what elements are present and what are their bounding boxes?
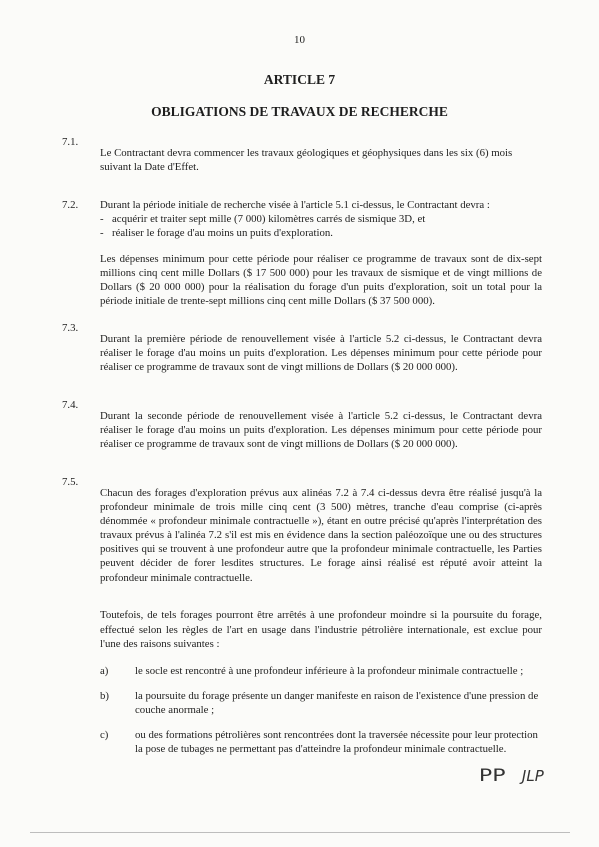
article-heading: ARTICLE 7 bbox=[263, 72, 336, 87]
article-body bbox=[62, 135, 542, 767]
clause-text: Durant la période initiale de recherche visée à l'article 5.1 ci-dessus, le Contractant devra : bbox=[100, 198, 490, 211]
initials-2: JLP bbox=[521, 767, 544, 785]
clause-7-5 bbox=[62, 475, 542, 595]
item-label: a) bbox=[100, 664, 109, 677]
clause-number: 7.3. bbox=[62, 322, 79, 335]
clause-7-3 bbox=[62, 321, 542, 385]
clause-number: 7.4. bbox=[62, 399, 79, 412]
dash-bullet: - bbox=[100, 212, 104, 225]
clause-7-4 bbox=[62, 398, 542, 462]
clause-7-2-paragraph: Les dépenses minimum pour cette période pour réaliser ce programme de travaux sont de dix-sept millions cinq cent mille Dollars ($ 17 500 000) pour les travaux de sismique et de vingt millions de Dollars ($ 20 000 000) pour la réalisation du forage d'un puits d'exploration, soit un total pour la période initiale de trente-sept millions cinq cent mille Dollars ($ 37 500 000). bbox=[100, 253, 542, 308]
clause-text: Durant la première période de renouvellement visée à l'article 5.2 ci-dessus, le Contractant devra réaliser le forage d'au moins un puits d'exploration. Les dépenses minimum pour cette période pour réaliser ce programme de travaux sont de vingt millions de Dollars ($ 20 000 000). bbox=[100, 333, 542, 374]
item-label: c) bbox=[100, 729, 109, 741]
clause-7-2 bbox=[62, 198, 542, 240]
condition-item-c bbox=[100, 728, 542, 756]
page-number: 10 bbox=[294, 34, 305, 46]
initials-1: PP bbox=[478, 766, 506, 786]
clause-text: Chacun des forages d'exploration prévus aux alinéas 7.2 à 7.4 ci-dessus devra être réalisé jusqu'à la profondeur minimale de trois mille cinq cent (3 500) mètres, tranche d'eau comprise (ci-après dénommée « profondeur minimale contractuelle »), étant en outre précisé qu'après l'interprétation des travaux prévus à l'alinéa 7.2 s'il est mis en évidence dans la section paléozoïque une ou des structures positives qui se trouvent à une profondeur autre que la profondeur minimale contractuelle, les Parties peuvent décider de forer lesdites structures. Le forage ainsi réalisé est réputé avoir atteint la profondeur minimale contractuelle. bbox=[100, 486, 542, 584]
handwritten-initials bbox=[478, 766, 544, 786]
item-label: b) bbox=[100, 689, 109, 702]
dash-bullet: - bbox=[100, 226, 104, 239]
item-text: ou des formations pétrolières sont rencontrées dont la traversée nécessite pour leur protection la pose de tubages ne permettant pas d'atteindre la profondeur minimale contractuelle. bbox=[135, 729, 538, 756]
clause-text: Durant la seconde période de renouvellement visée à l'article 5.2 ci-dessus, le Contractant devra réaliser le forage d'au moins un puits d'exploration. Les dépenses minimum pour cette période pour réaliser ce programme de travaux sont de vingt millions de Dollars ($ 20 000 000). bbox=[100, 410, 542, 451]
item-text: le socle est rencontré à une profondeur inférieure à la profondeur minimale contractuelle ; bbox=[135, 664, 524, 677]
clause-7-1 bbox=[62, 135, 542, 185]
clause-text: Le Contractant devra commencer les travaux géologiques et géophysiques dans les six (6) mois suivant la Date d'Effet. bbox=[100, 146, 513, 173]
condition-item-b bbox=[100, 689, 542, 717]
clause-7-5-paragraph: Toutefois, de tels forages pourront être arrêtés à une profondeur moindre si la poursuite du forage, effectué selon les règles de l'art en usage dans l'industrie pétrolière internationale, est exclue pour l'une des raisons suivantes : bbox=[100, 609, 542, 650]
item-text: la poursuite du forage présente un danger manifeste en raison de l'existence d'une pression de couche anormale ; bbox=[135, 689, 539, 716]
clause-number: 7.5. bbox=[62, 476, 79, 489]
footer-rule bbox=[30, 832, 570, 833]
clause-number: 7.1. bbox=[62, 136, 79, 148]
bullet-item: - réaliser le forage d'au moins un puits d'exploration. bbox=[100, 226, 333, 239]
condition-item-a bbox=[100, 664, 542, 678]
clause-number: 7.2. bbox=[62, 198, 79, 211]
bullet-item: - acquérir et traiter sept mille (7 000) kilomètres carrés de sismique 3D, et bbox=[100, 212, 426, 225]
article-subheading: OBLIGATIONS DE TRAVAUX DE RECHERCHE bbox=[151, 104, 448, 119]
